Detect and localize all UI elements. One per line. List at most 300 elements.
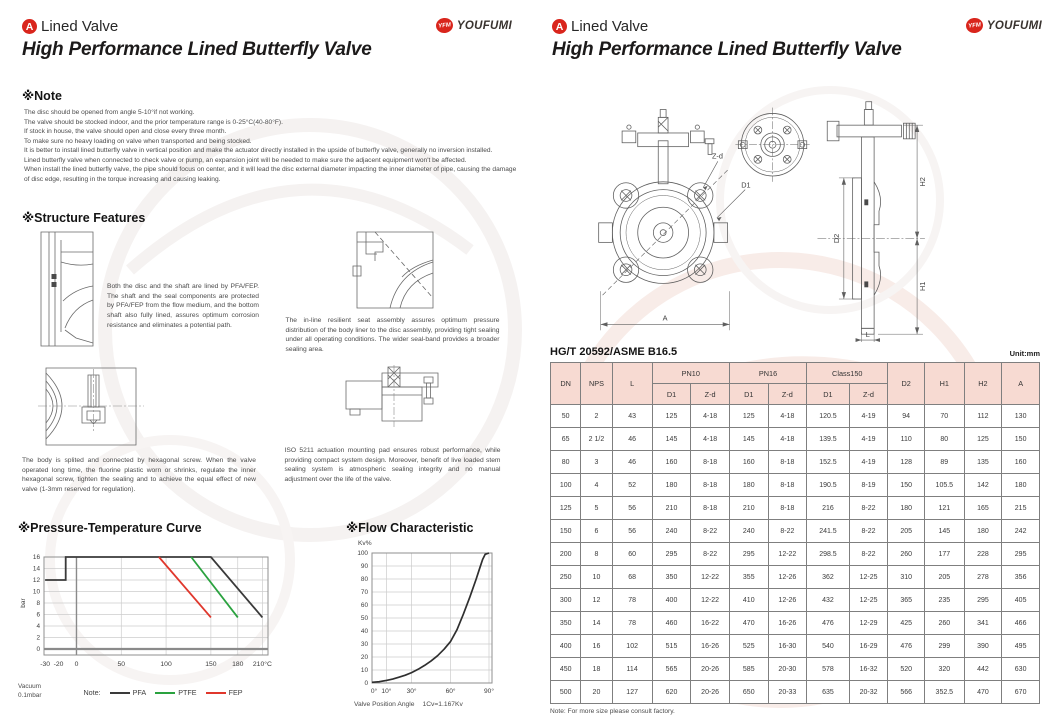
page-title: High Performance Lined Butterfly Valve <box>552 39 902 60</box>
note-line: The disc should be opened from angle 5-10°if not working. <box>24 109 195 116</box>
flow-characteristic-block <box>346 520 518 708</box>
svg-text:-30: -30 <box>40 661 51 668</box>
table-cell: 650 <box>729 681 768 704</box>
col-group-pn16: PN16 <box>729 363 806 384</box>
table-cell: 94 <box>888 405 925 428</box>
hexagonal-screw-drawing <box>38 365 144 449</box>
table-cell: 215 <box>1002 497 1040 520</box>
feature-text: ISO 5211 actuation mounting pad ensures robust performance, while providing compact system design. Moreover, benefit of live loaded stem sealing system is atmospheric sealing integrity and no manual adjustment over the life of the valve. <box>284 446 501 484</box>
vacuum-label: Vacuum <box>18 683 41 690</box>
table-cell: 12-26 <box>768 589 807 612</box>
table-cell: 8-19 <box>849 474 888 497</box>
legend-label: FEP <box>228 688 243 697</box>
svg-text:6: 6 <box>36 611 40 619</box>
table-cell: 4-19 <box>849 405 888 428</box>
table-cell: 240 <box>729 520 768 543</box>
table-cell: 112 <box>964 405 1002 428</box>
col-header-zd: Z-d <box>691 384 730 405</box>
table-cell: 190.5 <box>807 474 850 497</box>
svg-text:60°: 60° <box>445 688 456 695</box>
svg-text:70: 70 <box>360 589 368 597</box>
iso5211-pad-drawing <box>338 365 448 439</box>
seat-assembly-drawing <box>345 230 441 310</box>
feature-item <box>22 365 269 495</box>
svg-text:90°: 90° <box>484 688 494 695</box>
table-cell: 8-18 <box>691 497 730 520</box>
table-cell: 152.5 <box>807 451 850 474</box>
legend-item <box>155 688 196 697</box>
table-cell: 585 <box>729 658 768 681</box>
svg-text:40: 40 <box>360 628 368 636</box>
table-row <box>551 428 1040 451</box>
table-cell: 20-26 <box>691 658 730 681</box>
table-cell: 2 <box>581 405 612 428</box>
legend-item <box>110 688 147 697</box>
vacuum-value: 0.1mbar <box>18 691 42 699</box>
table-cell: 12-25 <box>849 589 888 612</box>
brand-name: YOUFUMI <box>456 19 512 32</box>
table-cell: 125 <box>551 497 581 520</box>
svg-text:10°: 10° <box>381 688 392 695</box>
table-cell: 125 <box>964 428 1002 451</box>
table-cell: 466 <box>1002 612 1040 635</box>
svg-text:-20: -20 <box>53 661 64 668</box>
table-cell: 56 <box>612 520 652 543</box>
table-cell: 12-22 <box>768 543 807 566</box>
table-cell: 350 <box>551 612 581 635</box>
spec-table-head <box>551 363 1040 405</box>
table-cell: 635 <box>807 681 850 704</box>
table-cell: 110 <box>888 428 925 451</box>
table-cell: 128 <box>888 451 925 474</box>
table-cell: 12-26 <box>768 566 807 589</box>
table-cell: 578 <box>807 658 850 681</box>
bolt-lug <box>613 183 638 208</box>
table-cell: 205 <box>888 520 925 543</box>
table-cell: 120.5 <box>807 405 850 428</box>
category-label: Lined Valve <box>41 18 119 35</box>
table-title: HG/T 20592/ASME B16.5 <box>550 346 678 358</box>
col-header-d1: D1 <box>652 384 691 405</box>
table-row <box>551 405 1040 428</box>
bolt-lug <box>613 257 638 282</box>
table-cell: 16-32 <box>849 658 888 681</box>
category-label: Lined Valve <box>571 18 649 35</box>
table-cell: 620 <box>652 681 691 704</box>
table-cell: 6 <box>581 520 612 543</box>
table-cell: 16 <box>581 635 612 658</box>
table-cell: 16-26 <box>691 635 730 658</box>
table-cell: 8-22 <box>849 543 888 566</box>
svg-text:20: 20 <box>360 654 368 662</box>
table-cell: 520 <box>888 658 925 681</box>
flow-formula: 1Cv=1.167Kv <box>422 701 463 708</box>
svg-text:bar: bar <box>20 598 27 608</box>
table-cell: 50 <box>551 405 581 428</box>
pressure-temperature-chart <box>18 545 274 673</box>
svg-text:100: 100 <box>357 550 368 558</box>
table-cell: 114 <box>612 658 652 681</box>
table-cell: 228 <box>964 543 1002 566</box>
table-cell: 4-18 <box>768 428 807 451</box>
flow-heading: ※Flow Characteristic <box>346 521 474 535</box>
table-cell: 250 <box>551 566 581 589</box>
table-cell: 180 <box>888 497 925 520</box>
svg-text:0°: 0° <box>370 688 378 695</box>
table-cell: 177 <box>925 543 965 566</box>
table-cell: 150 <box>888 474 925 497</box>
pt-curve-block <box>18 520 318 700</box>
table-cell: 121 <box>925 497 965 520</box>
table-cell: 210 <box>652 497 691 520</box>
table-cell: 12-22 <box>691 566 730 589</box>
table-cell: 320 <box>925 658 965 681</box>
brand-logo <box>436 18 512 33</box>
svg-text:0: 0 <box>74 661 79 668</box>
col-header-nps: NPS <box>581 363 612 405</box>
table-cell: 125 <box>729 405 768 428</box>
table-cell: 515 <box>652 635 691 658</box>
flow-caption <box>354 701 518 708</box>
table-cell: 295 <box>964 589 1002 612</box>
col-header-d1: D1 <box>807 384 850 405</box>
table-cell: 432 <box>807 589 850 612</box>
table-cell: 4-18 <box>691 428 730 451</box>
svg-text:100: 100 <box>160 661 172 668</box>
svg-text:50: 50 <box>117 661 126 668</box>
table-cell: 210 <box>729 497 768 520</box>
pt-legend-items <box>110 688 243 697</box>
svg-text:4: 4 <box>36 623 40 631</box>
note-line: Lined butterfly valve when connected to check valve or pump, an expansion joint will be needed to make sure the adjacent equipment won't be affected. <box>24 156 467 164</box>
table-row <box>551 474 1040 497</box>
table-cell: 150 <box>551 520 581 543</box>
table-cell: 16-22 <box>691 612 730 635</box>
table-cell: 180 <box>729 474 768 497</box>
svg-text:30°: 30° <box>406 688 417 695</box>
table-cell: 65 <box>551 428 581 451</box>
pt-legend <box>83 688 242 697</box>
col-group-class150: Class150 <box>807 363 888 384</box>
table-cell: 310 <box>888 566 925 589</box>
brand-logo-icon: YFM <box>435 17 453 34</box>
legend-label: PTFE <box>178 688 197 697</box>
table-cell: 4 <box>581 474 612 497</box>
svg-text:210°C: 210°C <box>252 661 272 668</box>
table-cell: 495 <box>1002 635 1040 658</box>
table-cell: 43 <box>612 405 652 428</box>
table-cell: 20-30 <box>768 658 807 681</box>
table-cell: 540 <box>807 635 850 658</box>
table-cell: 20-33 <box>768 681 807 704</box>
series-badge: A <box>552 19 567 34</box>
table-cell: 400 <box>652 589 691 612</box>
table-cell: 278 <box>964 566 1002 589</box>
svg-text:180: 180 <box>232 661 244 668</box>
table-cell: 60 <box>612 543 652 566</box>
table-cell: 52 <box>612 474 652 497</box>
table-cell: 8-18 <box>691 474 730 497</box>
table-cell: 139.5 <box>807 428 850 451</box>
pt-footer <box>18 683 318 700</box>
table-cell: 8-18 <box>691 451 730 474</box>
dim-label-d2: D2 <box>831 233 841 244</box>
table-row <box>551 451 1040 474</box>
table-cell: 125 <box>652 405 691 428</box>
table-cell: 460 <box>652 612 691 635</box>
legend-swatch <box>110 692 130 694</box>
table-cell: 390 <box>964 635 1002 658</box>
table-cell: 260 <box>888 543 925 566</box>
table-cell: 350 <box>652 566 691 589</box>
svg-text:2: 2 <box>36 634 40 642</box>
col-group-pn10: PN10 <box>652 363 729 384</box>
spec-table <box>550 362 1040 704</box>
table-cell: 8-22 <box>849 497 888 520</box>
table-cell: 160 <box>729 451 768 474</box>
feature-item <box>269 365 516 495</box>
spec-table-body <box>551 405 1040 704</box>
dim-label-h1: H1 <box>917 281 927 292</box>
table-cell: 295 <box>729 543 768 566</box>
table-cell: 476 <box>888 635 925 658</box>
table-cell: 160 <box>652 451 691 474</box>
table-cell: 500 <box>551 681 581 704</box>
table-cell: 8-18 <box>768 451 807 474</box>
table-cell: 145 <box>652 428 691 451</box>
table-cell: 295 <box>1002 543 1040 566</box>
table-cell: 130 <box>1002 405 1040 428</box>
svg-text:60: 60 <box>360 602 368 610</box>
note-line: To make sure no heavy loading on valve when transported and being stocked. <box>24 137 252 145</box>
table-cell: 4-18 <box>691 405 730 428</box>
structure-features <box>22 230 516 495</box>
table-cell: 450 <box>551 658 581 681</box>
table-cell: 20-26 <box>691 681 730 704</box>
svg-text:50: 50 <box>360 615 368 623</box>
table-cell: 425 <box>888 612 925 635</box>
table-cell: 5 <box>581 497 612 520</box>
note-line: If stock in house, the valve should open and close every three month. <box>24 128 227 136</box>
pt-heading: ※Pressure-Temperature Curve <box>18 521 202 535</box>
features-heading: ※Structure Features <box>22 211 146 225</box>
table-cell: 2 1/2 <box>581 428 612 451</box>
table-cell: 470 <box>964 681 1002 704</box>
valve-front-view <box>599 110 751 331</box>
table-cell: 135 <box>964 451 1002 474</box>
table-cell: 16-30 <box>768 635 807 658</box>
valve-top-view <box>735 108 809 182</box>
table-cell: 241.5 <box>807 520 850 543</box>
table-cell: 4-18 <box>768 405 807 428</box>
table-cell: 14 <box>581 612 612 635</box>
table-cell: 670 <box>1002 681 1040 704</box>
table-cell: 8-22 <box>849 520 888 543</box>
table-cell: 8 <box>581 543 612 566</box>
feature-text: The in-line resilient seat assembly assures optimum pressure distribution of the body liner to the disc assembly, providing tight sealing under all operating conditions. The wider seal-band provides a broader sealing area. <box>285 317 500 354</box>
table-cell: 180 <box>652 474 691 497</box>
valve-dimension-drawing <box>560 90 1030 347</box>
table-cell: 142 <box>964 474 1002 497</box>
table-cell: 89 <box>925 451 965 474</box>
table-cell: 341 <box>964 612 1002 635</box>
col-header-a: A <box>1002 363 1040 405</box>
table-cell: 3 <box>581 451 612 474</box>
table-cell: 362 <box>807 566 850 589</box>
dim-label-zd: Z-d <box>711 151 723 161</box>
table-cell: 470 <box>729 612 768 635</box>
svg-text:16: 16 <box>32 554 40 562</box>
table-row <box>551 681 1040 704</box>
page-header <box>552 18 1044 74</box>
table-cell: 235 <box>925 589 965 612</box>
vacuum-note <box>18 683 41 700</box>
shaft-lining-drawing <box>36 230 100 350</box>
table-cell: 78 <box>612 612 652 635</box>
table-cell: 20 <box>581 681 612 704</box>
table-cell: 145 <box>729 428 768 451</box>
table-cell: 105.5 <box>925 474 965 497</box>
table-cell: 70 <box>925 405 965 428</box>
note-heading: ※Note <box>22 89 62 103</box>
table-cell: 16-26 <box>768 612 807 635</box>
unit-label: Unit:mm <box>1009 349 1040 358</box>
table-cell: 18 <box>581 658 612 681</box>
table-cell: 442 <box>964 658 1002 681</box>
table-footnote: Note: For more size please consult factory. <box>550 708 675 715</box>
table-cell: 240 <box>652 520 691 543</box>
table-cell: 4-19 <box>849 451 888 474</box>
table-cell: 410 <box>729 589 768 612</box>
feature-item <box>269 230 516 355</box>
table-cell: 8-18 <box>768 497 807 520</box>
col-header-d2: D2 <box>888 363 925 405</box>
table-cell: 216 <box>807 497 850 520</box>
table-cell: 365 <box>888 589 925 612</box>
table-cell: 16-29 <box>849 635 888 658</box>
table-cell: 160 <box>1002 451 1040 474</box>
svg-text:10: 10 <box>360 667 368 675</box>
feature-text: Both the disc and the shaft are lined by PFA/FEP. The shaft and the seal components are protected by PFA/FEP from the flow medium, and the bottom shaft also fully lined, assures optimum corrosion resistance and eliminates a potential path. <box>107 283 259 329</box>
table-cell: 8-22 <box>691 543 730 566</box>
note-line: It is better to install lined butterfly valve in vertical position and make the actuator directly installed in the upside of butterfly valve, generally no inversion installed. <box>24 147 493 155</box>
legend-swatch <box>155 692 175 694</box>
col-header-l: L <box>612 363 652 405</box>
page-header <box>22 18 514 74</box>
svg-text:Kv%: Kv% <box>358 540 372 547</box>
table-cell: 566 <box>888 681 925 704</box>
brand-logo-icon: YFM <box>965 17 983 34</box>
table-cell: 260 <box>925 612 965 635</box>
dimension-table-block <box>550 346 1040 715</box>
legend-label: PFA <box>132 688 147 697</box>
table-cell: 12-29 <box>849 612 888 635</box>
dim-label-a: A <box>662 313 668 323</box>
legend-title: Note: <box>83 688 101 697</box>
series-badge: A <box>22 19 37 34</box>
col-header-zd: Z-d <box>849 384 888 405</box>
table-cell: 68 <box>612 566 652 589</box>
table-cell: 46 <box>612 428 652 451</box>
table-row <box>551 589 1040 612</box>
svg-text:90: 90 <box>360 563 368 571</box>
table-cell: 10 <box>581 566 612 589</box>
table-cell: 12-22 <box>691 589 730 612</box>
dim-label-l: L <box>865 330 870 340</box>
table-row <box>551 543 1040 566</box>
page-title: High Performance Lined Butterfly Valve <box>22 39 372 60</box>
table-row <box>551 520 1040 543</box>
dim-label-h2: H2 <box>917 177 927 187</box>
table-cell: 205 <box>925 566 965 589</box>
table-cell: 298.5 <box>807 543 850 566</box>
table-cell: 20-32 <box>849 681 888 704</box>
svg-text:14: 14 <box>32 565 40 573</box>
table-cell: 242 <box>1002 520 1040 543</box>
table-cell: 630 <box>1002 658 1040 681</box>
svg-text:10: 10 <box>32 588 40 596</box>
dim-label-d1: D1 <box>741 180 751 190</box>
table-cell: 180 <box>964 520 1002 543</box>
svg-text:8: 8 <box>36 600 40 608</box>
brand-logo <box>966 18 1042 33</box>
table-cell: 100 <box>551 474 581 497</box>
svg-text:150: 150 <box>205 661 217 668</box>
table-cell: 405 <box>1002 589 1040 612</box>
bolt-lug <box>688 257 713 282</box>
table-cell: 12-25 <box>849 566 888 589</box>
table-cell: 565 <box>652 658 691 681</box>
feature-text: The body is splited and connected by hexagonal screw. When the valve operated long time, the fluorine plastic worn or shrinks, regulate the inner hexagonal screw, tighten the sealing and to achieve the equal effect of new valve (1-3mm reserved for regulation). <box>22 456 256 494</box>
table-cell: 300 <box>551 589 581 612</box>
table-cell: 145 <box>925 520 965 543</box>
table-row <box>551 566 1040 589</box>
table-row <box>551 612 1040 635</box>
valve-side-view <box>817 102 926 342</box>
flow-characteristic-chart <box>346 537 496 697</box>
table-cell: 400 <box>551 635 581 658</box>
table-cell: 80 <box>551 451 581 474</box>
table-cell: 165 <box>964 497 1002 520</box>
svg-text:80: 80 <box>360 576 368 584</box>
legend-swatch <box>206 692 226 694</box>
svg-text:30: 30 <box>360 641 368 649</box>
brand-name: YOUFUMI <box>986 19 1042 32</box>
svg-text:12: 12 <box>32 577 40 585</box>
table-cell: 352.5 <box>925 681 965 704</box>
col-header-h2: H2 <box>964 363 1002 405</box>
table-row <box>551 635 1040 658</box>
table-cell: 476 <box>807 612 850 635</box>
bolt-lug <box>688 183 713 208</box>
feature-item <box>22 230 269 355</box>
col-header-d1: D1 <box>729 384 768 405</box>
table-cell: 102 <box>612 635 652 658</box>
table-cell: 356 <box>1002 566 1040 589</box>
table-cell: 8-22 <box>768 520 807 543</box>
table-cell: 4-19 <box>849 428 888 451</box>
table-cell: 46 <box>612 451 652 474</box>
table-cell: 525 <box>729 635 768 658</box>
catalog-page-right <box>530 0 1060 719</box>
col-header-h1: H1 <box>925 363 965 405</box>
svg-text:0: 0 <box>364 680 368 688</box>
table-cell: 78 <box>612 589 652 612</box>
table-row <box>551 497 1040 520</box>
table-cell: 355 <box>729 566 768 589</box>
note-lines <box>24 108 518 184</box>
col-header-zd: Z-d <box>768 384 807 405</box>
